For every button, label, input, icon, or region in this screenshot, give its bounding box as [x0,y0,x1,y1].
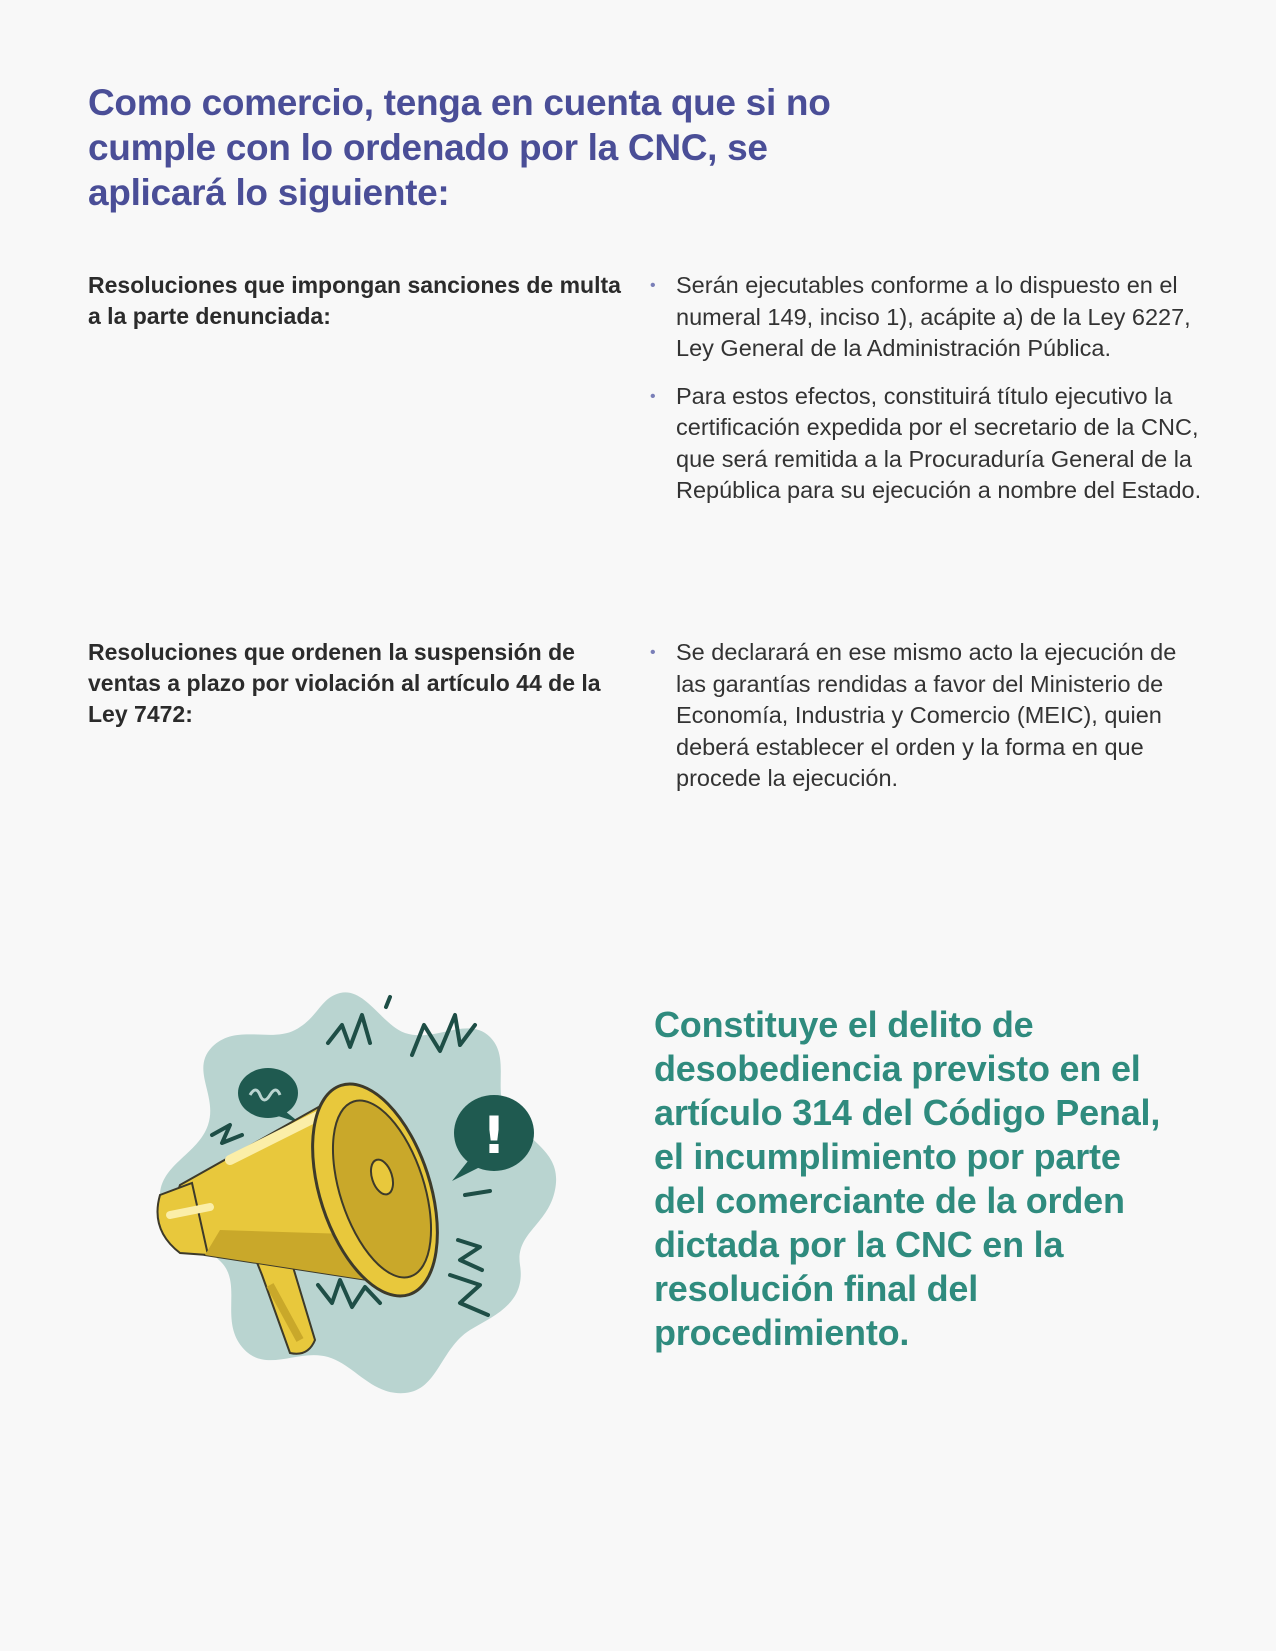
section-label: Resoluciones que ordenen la suspensión de ventas a plazo por violación al artículo 44 de la Ley 7472: [88,639,601,727]
section-bullet-list [648,637,1208,811]
section-bullet-list [648,270,1208,523]
bullet-icon: • [650,277,656,294]
bullet-text: Para estos efectos, constituirá título ejecutivo la certificación expedida por el secretario de la CNC, que será remitida a la Procuraduría General de la República para su ejecución a nombre del Estado. [676,382,1202,503]
list-item [648,637,1208,795]
section-label: Resoluciones que impongan sanciones de multa a la parte denunciada: [88,272,621,329]
bullet-icon: • [650,644,656,661]
bullet-text: Serán ejecutables conforme a lo dispuesto en el numeral 149, inciso 1), acápite a) de la Ley 6227, Ley General de la Administración Pública. [676,272,1191,361]
page-title: Como comercio, tenga en cuenta que si no cumple con lo ordenado por la CNC, se aplicará lo siguiente: [88,82,831,213]
list-item [648,381,1208,507]
bullet-icon: • [650,387,656,405]
megaphone-icon [150,985,570,1425]
list-item [648,270,1208,365]
bullet-text: Se declarará en ese mismo acto la ejecución de las garantías rendidas a favor del Ministerio de Economía, Industria y Comercio (MEIC), quien deberá establecer el orden y la forma en que procede la ejecución. [676,639,1177,791]
callout-text: Constituye el delito de desobediencia previsto en el artículo 314 del Código Penal, el incumplimiento por parte del comerciante de la orden dictada por la CNC en la resolución final del procedimiento. [654,1004,1161,1353]
svg-text:!: ! [482,1106,506,1166]
